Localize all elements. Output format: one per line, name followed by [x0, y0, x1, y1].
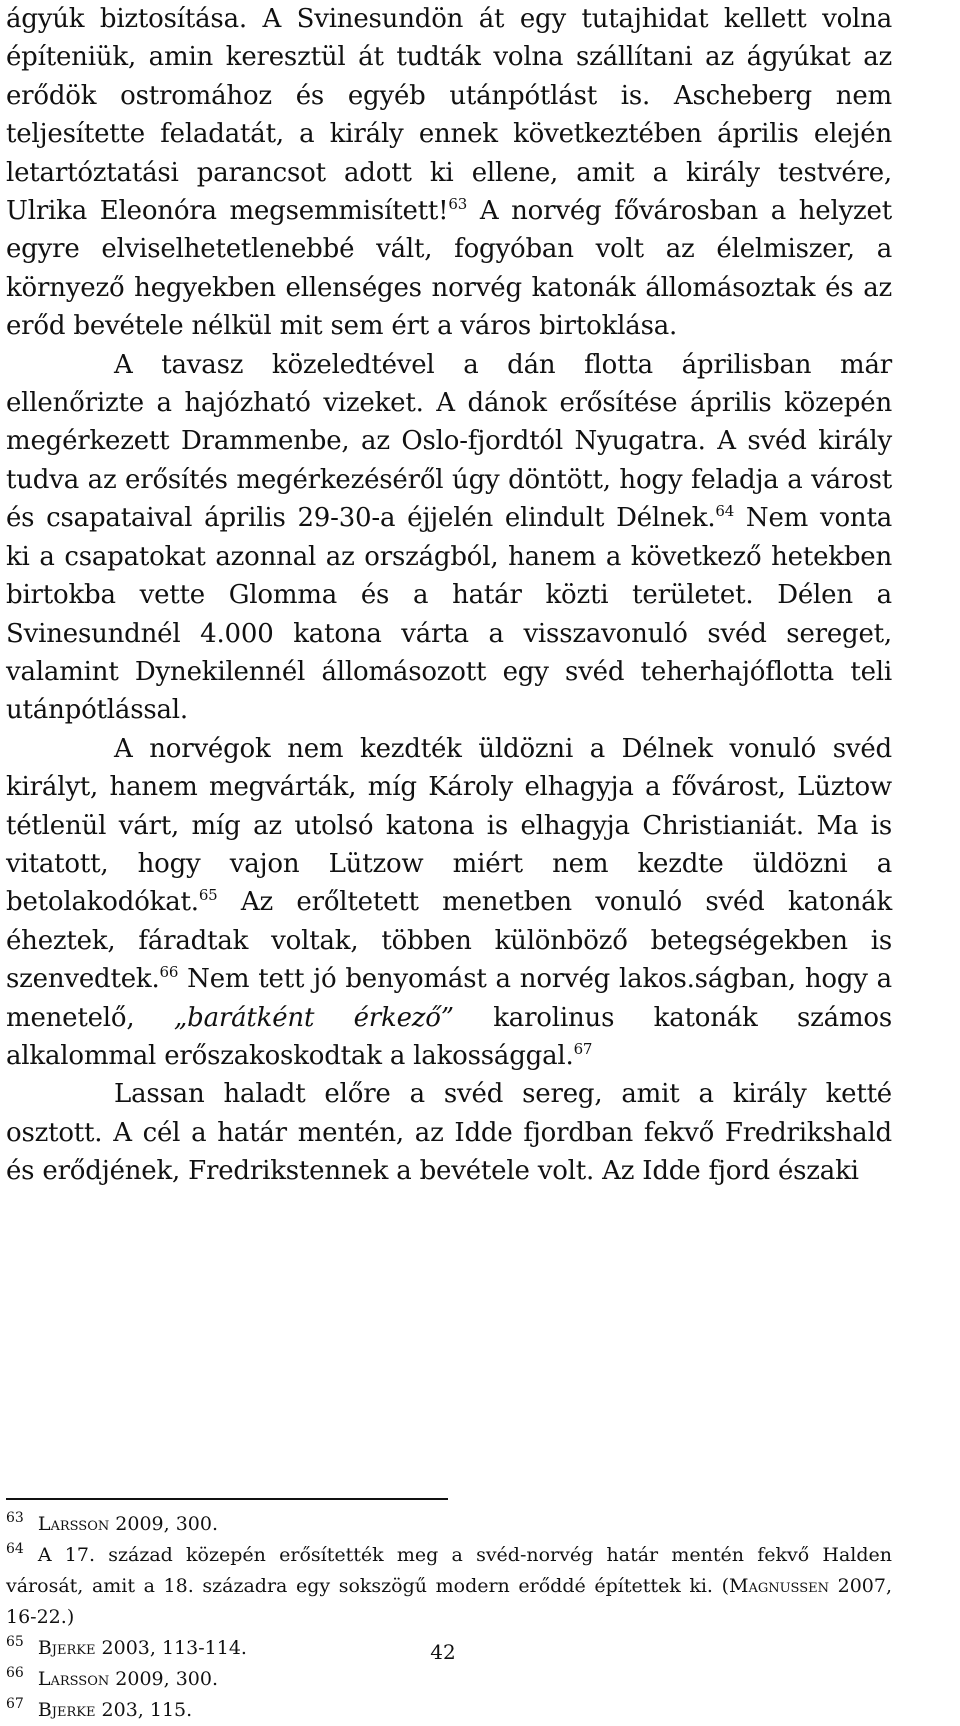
paragraph-text: ágyúk biztosítása. A Svinesundön át egy tutajhidat kellett volna építeniük, amin keresztül át tudták volna szállítani az ágyúkat az erődök ostromához és egyéb utánpótlást is. Ascheberg nem teljesítette feladatát, a király ennek következtében április elején letartóztatási parancsot adott ki ellene, amit a király testvére, Ulrika Eleonóra megsemmisített! [6, 4, 892, 227]
footnote-text: 2003, 113-114. [95, 1637, 247, 1659]
paragraph-text: Lassan haladt előre a svéd sereg, amit a király ketté osztott. A cél a határ mentén, az Idde fjordban fekvő Fredrikshald és erődjének, Fredrikstennek a bevétele volt. Az Idde fjord északi [6, 1079, 892, 1187]
paragraph-text: A tavasz közeledtével a dán flotta áprilisban már ellenőrizte a hajózható vizeket. A dánok erősítése április közepén megérkezett Drammenbe, az Oslo-fjordtól Nyugatra. A svéd király tudva az erősítés megérkezéséről úgy döntött, hogy feladja a várost és csapataival április 29-30-a éjjelén elindult Délnek. [6, 349, 892, 534]
footnote-ref-67[interactable]: 67 [573, 1039, 593, 1058]
paragraph-text: A norvégok nem kezdték üldözni a Délnek vonuló svéd királyt, hanem megvárták, míg Károly elhagyja a fővárost, Lüztow tétlenül várt, míg az utolsó katona is elhagyja Christianiát. Ma is vitatott, hogy vajon Lützow miért nem kezdte üldözni a betolakodókat. [6, 733, 892, 918]
footnote-text: A 17. század közepén erősítették meg a svéd-norvég határ mentén fekvő Halden városát, amit a 18. századra egy sokszögű modern erőddé építettek ki. ( [6, 1544, 892, 1597]
footnote-64 [6, 1540, 892, 1633]
footnote-number: 64 [6, 1541, 24, 1557]
footnote-author: Larsson [37, 1668, 110, 1690]
footnote-67 [6, 1695, 892, 1726]
footnote-separator [6, 1498, 448, 1500]
paragraph-text: karolinus katonák számos alkalommal erőszakoskodtak a lakossággal. [6, 1002, 892, 1071]
paragraph-1 [6, 0, 892, 346]
footnote-text: 2009, 300. [109, 1668, 219, 1690]
footnote-text: 203, 115. [95, 1699, 193, 1721]
page-number: 42 [430, 1640, 456, 1664]
quoted-phrase: „barátként érkező” [173, 1002, 454, 1033]
paragraph-4 [6, 1075, 892, 1190]
footnote-number: 67 [6, 1696, 24, 1712]
paragraph-2 [6, 346, 892, 730]
paragraph-text: Nem vonta ki a csapatokat azonnal az országból, hanem a következő hetekben birtokba vette Glomma és a határ közti területet. Délen a Svinesundnél 4.000 katona várta a visszavonuló svéd sereget, valamint Dynekilennél állomásozott egy svéd teherhajóflotta teli utánpótlással. [6, 503, 892, 726]
footnote-63 [6, 1509, 892, 1540]
footnote-author: Magnussen [728, 1575, 829, 1597]
footnotes [6, 1509, 892, 1726]
footnote-text: 2009, 300. [109, 1513, 219, 1535]
footnote-number: 63 [6, 1510, 24, 1526]
paragraph-text: A norvég fővárosban a helyzet egyre elviselhetetlenebbé vált, fogyóban volt az élelmiszer, a környező hegyekben ellenséges norvég katonák állomásoztak és az erőd bevétele nélkül mit sem ért a város birtoklása. [6, 196, 892, 342]
footnote-text: 2007, 16-22.) [6, 1575, 892, 1628]
footnote-ref-64[interactable]: 64 [715, 502, 735, 521]
footnote-author: Bjerke [37, 1637, 96, 1659]
paragraph-3 [6, 730, 892, 1076]
footnote-author: Larsson [37, 1513, 110, 1535]
footnote-ref-65[interactable]: 65 [198, 886, 218, 905]
footnote-ref-66[interactable]: 66 [159, 963, 179, 982]
footnote-ref-63[interactable]: 63 [448, 195, 468, 214]
footnote-number: 66 [6, 1665, 24, 1681]
footnote-author: Bjerke [37, 1699, 96, 1721]
footnote-number: 65 [6, 1634, 24, 1650]
paragraph-text: Nem tett jó benyomást a norvég lakos.ságban, hogy a menetelő, [6, 964, 892, 1033]
paragraph-text: Az erőltetett menetben vonuló svéd katonák éheztek, fáradtak voltak, többen különböző betegségekben is szenvedtek. [6, 887, 892, 995]
body-text [6, 0, 892, 1191]
footnote-66 [6, 1664, 892, 1695]
